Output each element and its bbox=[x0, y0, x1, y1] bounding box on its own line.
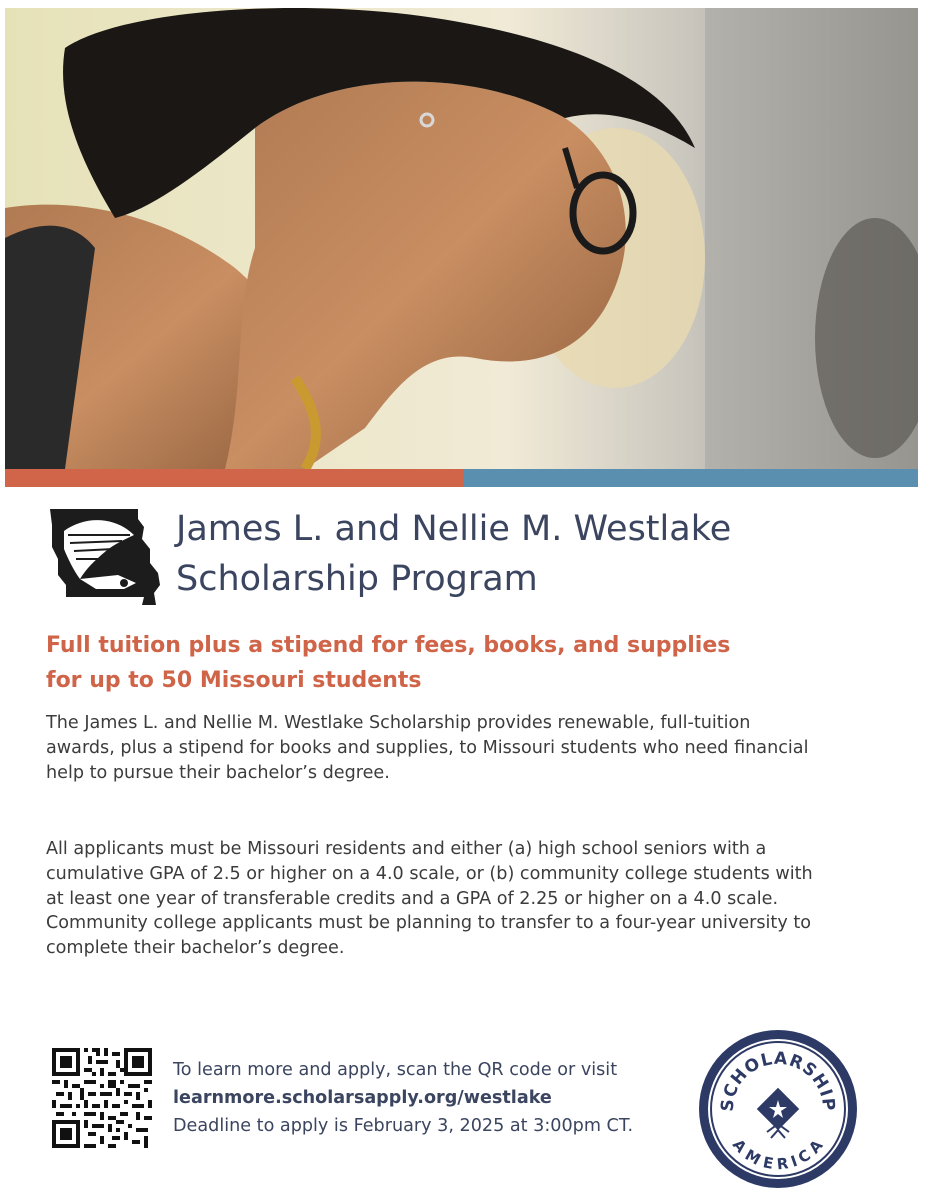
paragraph-line: awards, plus a stipend for books and supplies, to Missouri students who need financial bbox=[46, 737, 809, 758]
apply-link[interactable]: learnmore.scholarsapply.org/westlake bbox=[173, 1088, 552, 1108]
title-line-2: Scholarship Program bbox=[176, 559, 538, 599]
hero-photo bbox=[5, 8, 918, 469]
paragraph-line: The James L. and Nellie M. Westlake Scholarship provides renewable, full-tuition bbox=[46, 713, 751, 733]
headline-line-2: for up to 50 Missouri students bbox=[46, 668, 422, 693]
missouri-quill-icon bbox=[46, 505, 164, 611]
qr-code-icon[interactable] bbox=[52, 1048, 152, 1148]
paragraph-line: Community college applicants must be planning to transfer to a four-year university to bbox=[46, 913, 812, 934]
award-headline bbox=[46, 628, 886, 698]
call-to-action bbox=[173, 1056, 693, 1140]
page-title bbox=[176, 504, 896, 604]
accent-bar-blue bbox=[464, 469, 918, 487]
cta-text: To learn more and apply, scan the QR code or visit bbox=[173, 1060, 618, 1080]
deadline-text: Deadline to apply is February 3, 2025 at 3:00pm CT. bbox=[173, 1116, 634, 1136]
description-paragraph bbox=[46, 711, 886, 785]
paragraph-line: help to pursue their bachelor’s degree. bbox=[46, 762, 390, 783]
accent-bar-orange bbox=[5, 469, 464, 487]
paragraph-line: complete their bachelor’s degree. bbox=[46, 938, 345, 959]
student-reading-photo-icon bbox=[5, 8, 918, 469]
title-line-1: James L. and Nellie M. Westlake bbox=[176, 509, 732, 549]
headline-line-1: Full tuition plus a stipend for fees, books, and supplies bbox=[46, 633, 731, 658]
paragraph-line: All applicants must be Missouri residents and either (a) high school seniors with a bbox=[46, 839, 767, 859]
seal-bottom-text: AMERICA bbox=[728, 1135, 828, 1174]
seal-top-text: SCHOLARSHIP bbox=[717, 1048, 839, 1113]
paragraph-line: cumulative GPA of 2.5 or higher on a 4.0 scale, or (b) community college students with bbox=[46, 863, 813, 884]
eligibility-paragraph bbox=[46, 837, 886, 961]
scholarship-america-seal-icon bbox=[697, 1028, 859, 1190]
paragraph-line: at least one year of transferable credits and a GPA of 2.25 or higher on a 4.0 scale. bbox=[46, 888, 779, 909]
